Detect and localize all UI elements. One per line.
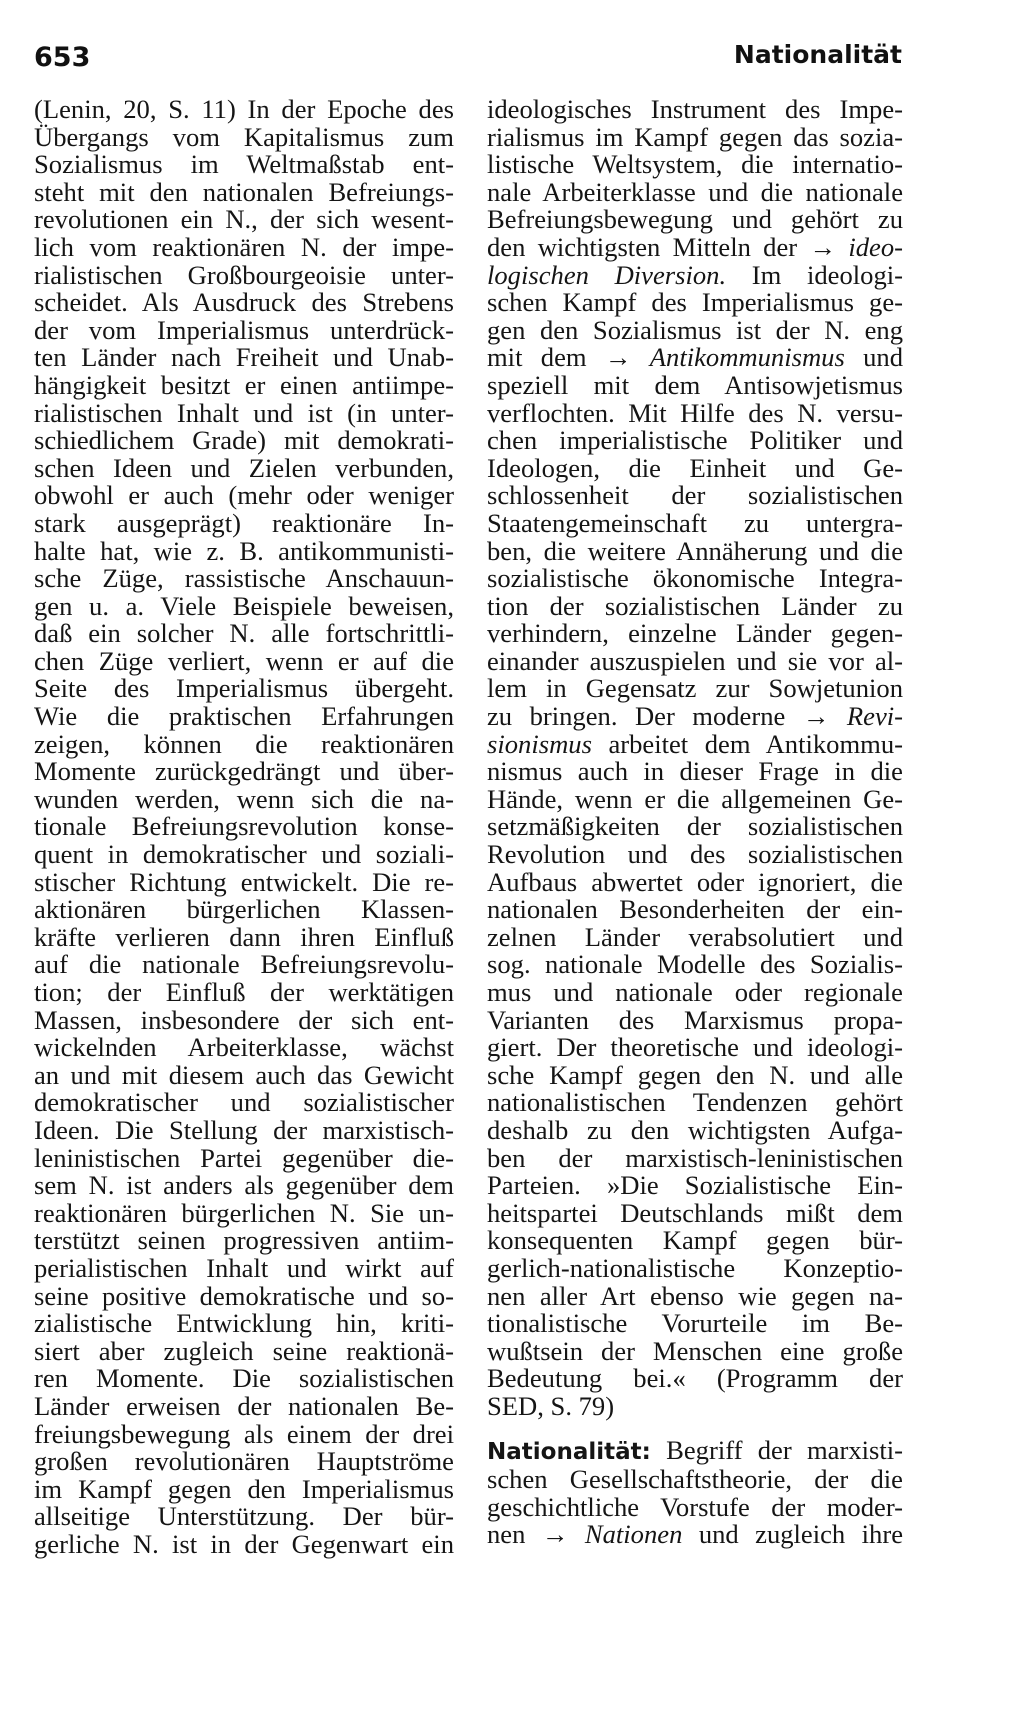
text-line: rialistischen Inhalt und ist (in unter- xyxy=(34,397,454,428)
text-line: Revolution und des sozialistischen xyxy=(487,839,903,870)
text-line: sche Züge, rassistische Anschauun- xyxy=(34,563,454,594)
text-line: ten Länder nach Freiheit und Unab- xyxy=(34,342,454,373)
text-line: reaktionären bürgerlichen N. Sie un- xyxy=(34,1197,454,1228)
text-line: im Kampf gegen den Imperialismus xyxy=(34,1473,454,1504)
running-title: Nationalität xyxy=(733,40,902,69)
text-line: schlossenheit der sozialistischen xyxy=(487,480,903,511)
text-line: tionale Befreiungsrevolution konse- xyxy=(34,811,454,842)
text-line: Massen, insbesondere der sich ent- xyxy=(34,1004,454,1035)
text-line: wunden werden, wenn sich die na- xyxy=(34,783,454,814)
cross-reference-arrow-icon: → xyxy=(802,701,830,732)
text-line: ideologisches Instrument des Impe- xyxy=(487,94,903,124)
text-line: zelnen Länder verabsolutiert und xyxy=(487,921,903,952)
text-line: listische Weltsystem, die internatio- xyxy=(487,149,903,180)
text-line: nale Arbeiterklasse und die nationale xyxy=(487,176,903,207)
entry-heading-line: Nationalität: Begriff der marxisti- xyxy=(487,1434,903,1465)
text-line: speziell mit dem Antisowjetismus xyxy=(487,369,903,400)
right-text-column xyxy=(487,96,903,1549)
text-line: rialismus im Kampf gegen das sozia- xyxy=(487,121,903,152)
cross-reference-term: ideo- xyxy=(848,231,903,262)
text-line: Aufbaus abwertet oder ignoriert, die xyxy=(487,866,903,897)
text-line: stark ausgeprägt) reaktionäre In- xyxy=(34,507,454,538)
text-line: schen Kampf des Imperialismus ge- xyxy=(487,287,903,318)
text-line: ben der marxistisch-leninistischen xyxy=(487,1142,903,1173)
text-line: aktionären bürgerlichen Klassen- xyxy=(34,894,454,925)
text-line: lem in Gegensatz zur Sowjetunion xyxy=(487,673,903,704)
text-line: sozialistische ökonomische Integra- xyxy=(487,563,903,594)
text-line: verhindern, einzelne Länder gegen- xyxy=(487,618,903,649)
text-line: Übergangs vom Kapitalismus zum xyxy=(34,121,454,152)
text-line: sem N. ist anders als gegenüber dem xyxy=(34,1170,454,1201)
text-line: Sozialismus im Weltmaßstab ent- xyxy=(34,149,454,180)
text-line: rialistischen Großbourgeoisie unter- xyxy=(34,259,454,290)
text-line: SED, S. 79) xyxy=(487,1390,615,1421)
text-line: leninistischen Partei gegenüber die- xyxy=(34,1142,454,1173)
text-line: verflochten. Mit Hilfe des N. versu- xyxy=(487,397,903,428)
text-line: zialistische Entwicklung hin, kriti- xyxy=(34,1308,454,1339)
text-line: hängigkeit besitzt er einen antiimpe- xyxy=(34,369,454,400)
text-line: nationalistischen Tendenzen gehört xyxy=(487,1087,903,1118)
text-line: sche Kampf gegen den N. und alle xyxy=(487,1059,903,1090)
text-line: schiedlichem Grade) mit demokrati- xyxy=(34,425,454,456)
text-line: tionalistische Vorurteile im Be- xyxy=(487,1308,903,1339)
cross-reference-arrow-icon: → xyxy=(809,231,837,262)
text-line: terstützt seinen progressiven antiim- xyxy=(34,1225,454,1256)
page-number: 653 xyxy=(34,42,91,73)
text-line: nationalen Besonderheiten der ein- xyxy=(487,894,903,925)
text-line: halte hat, wie z. B. antikommunisti- xyxy=(34,535,454,566)
text-line: scheidet. Als Ausdruck des Strebens xyxy=(34,287,454,318)
text-line: auf die nationale Befreiungsrevolu- xyxy=(34,949,454,980)
text-line: gerlich-nationalistische Konzeptio- xyxy=(487,1252,903,1283)
text-line: kräfte verlieren dann ihren Einfluß xyxy=(34,921,454,952)
text-line: ren Momente. Die sozialistischen xyxy=(34,1363,454,1394)
text-line: großen revolutionären Hauptströme xyxy=(34,1446,454,1477)
text-line: lich vom reaktionären N. der impe- xyxy=(34,231,454,262)
text-line: Momente zurückgedrängt und über- xyxy=(34,756,454,787)
cross-reference-term: Nationen xyxy=(584,1519,683,1550)
text-line: chen imperialistische Politiker und xyxy=(487,425,903,456)
text-line: Varianten des Marxismus propa- xyxy=(487,1004,903,1035)
text-line: obwohl er auch (mehr oder weniger xyxy=(34,480,454,511)
entry-keyword: Nationalität: xyxy=(487,1438,651,1465)
text-line: sog. nationale Modelle des Sozialis- xyxy=(487,949,903,980)
text-line: an und mit diesem auch das Gewicht xyxy=(34,1059,454,1090)
text-line: der vom Imperialismus unterdrück- xyxy=(34,314,454,345)
text-line: wickelnden Arbeiterklasse, wächst xyxy=(34,1032,454,1063)
cross-reference-term: logischen Diversion. xyxy=(487,259,727,290)
text-line: Staatengemeinschaft zu untergra- xyxy=(487,507,903,538)
text-line: demokratischer und sozialistischer xyxy=(34,1087,454,1118)
text-line: den wichtigsten Mitteln der → ideo- xyxy=(487,231,903,262)
cross-reference-term: Antikommunismus xyxy=(649,342,845,373)
text-line: revolutionen ein N., der sich wesent- xyxy=(34,204,454,235)
text-line: allseitige Unterstützung. Der bür- xyxy=(34,1501,454,1532)
text-line: tion der sozialistischen Länder zu xyxy=(487,590,903,621)
text-line: stischer Richtung entwickelt. Die re- xyxy=(34,866,454,897)
text-line: mus und nationale oder regionale xyxy=(487,977,903,1007)
text-line: zeigen, können die reaktionären xyxy=(34,728,454,759)
text-line: gen den Sozialismus ist der N. eng xyxy=(487,314,903,345)
text-line: Ideen. Die Stellung der marxistisch- xyxy=(34,1114,454,1145)
text-line: heitspartei Deutschlands mißt dem xyxy=(487,1197,903,1228)
text-line: setzmäßigkeiten der sozialistischen xyxy=(487,811,903,842)
text-line: gerliche N. ist in der Gegenwart ein xyxy=(34,1528,454,1559)
text-line: deshalb zu den wichtigsten Aufga- xyxy=(487,1114,903,1145)
text-line: Wie die praktischen Erfahrungen xyxy=(34,701,454,732)
cross-reference-arrow-icon: → xyxy=(604,342,632,373)
text-line: einander auszuspielen und sie vor al- xyxy=(487,645,903,676)
text-line: sionismus arbeitet dem Antikommu- xyxy=(487,728,903,759)
text-line: giert. Der theoretische und ideologi- xyxy=(487,1032,903,1063)
text-line: Hände, wenn er die allgemeinen Ge- xyxy=(487,783,903,814)
text-line: logischen Diversion. Im ideologi- xyxy=(487,259,904,290)
text-line: konsequenten Kampf gegen bür- xyxy=(487,1225,903,1256)
text-line: ben, die weitere Annäherung und die xyxy=(487,535,903,566)
text-line: (Lenin, 20, S. 11) In der Epoche des xyxy=(34,94,454,124)
text-line: nen → Nationen und zugleich ihre xyxy=(487,1519,903,1550)
text-line: daß ein solcher N. alle fortschrittli- xyxy=(34,618,454,649)
cross-reference-arrow-icon: → xyxy=(541,1519,569,1550)
text-line: mit dem → Antikommunismus und xyxy=(487,342,903,373)
text-line: zu bringen. Der moderne → Revi- xyxy=(487,701,903,732)
text-line: chen Züge verliert, wenn er auf die xyxy=(34,645,454,676)
text-line: steht mit den nationalen Befreiungs- xyxy=(34,176,454,207)
text-line: nismus auch in dieser Frage in die xyxy=(487,756,903,787)
text-line: freiungsbewegung als einem der drei xyxy=(34,1418,454,1449)
text-line: Bedeutung bei.« (Programm der xyxy=(487,1363,903,1394)
text-line: tion; der Einfluß der werktätigen xyxy=(34,977,454,1007)
text-line: nen aller Art ebenso wie gegen na- xyxy=(487,1280,903,1311)
text-line: geschichtliche Vorstufe der moder- xyxy=(487,1491,903,1522)
text-line: schen Ideen und Zielen verbunden, xyxy=(34,452,454,483)
text-line: quent in demokratischer und soziali- xyxy=(34,839,454,870)
text-line: wußtsein der Menschen eine große xyxy=(487,1335,903,1366)
left-text-column xyxy=(34,96,454,1558)
text-line: seine positive demokratische und so- xyxy=(34,1280,454,1311)
text-line: siert aber zugleich seine reaktionä- xyxy=(34,1335,454,1366)
cross-reference-term: sionismus xyxy=(487,728,592,759)
text-line: Seite des Imperialismus übergeht. xyxy=(34,673,454,704)
text-line: Befreiungsbewegung und gehört zu xyxy=(487,204,903,235)
text-line: gen u. a. Viele Beispiele beweisen, xyxy=(34,590,454,621)
text-line: Ideologen, die Einheit und Ge- xyxy=(487,452,903,483)
text-line: perialistischen Inhalt und wirkt auf xyxy=(34,1252,454,1283)
text-line: Länder erweisen der nationalen Be- xyxy=(34,1390,454,1421)
cross-reference-term: Revi- xyxy=(846,701,903,732)
text-line: schen Gesellschaftstheorie, der die xyxy=(487,1464,903,1495)
text-line: Parteien. »Die Sozialistische Ein- xyxy=(487,1170,903,1201)
